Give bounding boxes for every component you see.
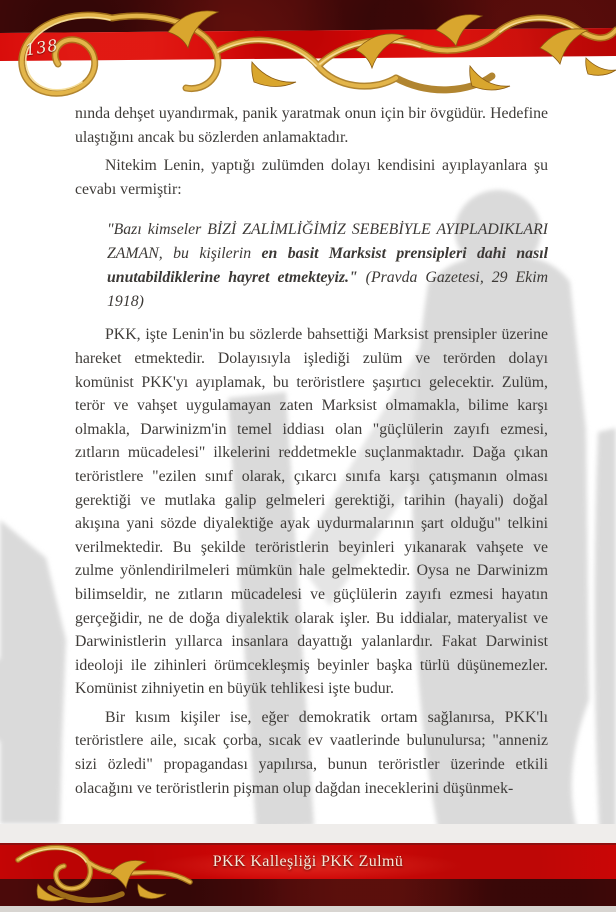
footer-title: PKK Kalleşliği PKK Zulmü bbox=[212, 853, 404, 870]
page-number: 138 bbox=[23, 35, 60, 60]
paragraph-pkk-marksist: PKK, işte Lenin'in bu sözlerde bahsettiği Marksist prensipler üzerine hareket etmektedir. Dolayısıyla işlediği zulüm ve terörden dolayı komünist PKK'yı ayıplamak, bu teröristlere şaşırtıcı gelecektir. Zulüm, terör ve vahşet uygulamayan zaten Marksist olmamakla, bilime karşı olmakla, Darwinizm'in temel iddiası olan "güçlülerin zayıfı ezmesi, zıtların mücadelesi" ilkelerini reddetmekle suçlanmaktadır. Dağa çıkan teröristlere "ezilen sınıf olarak, çıkarcı sınıfa karşı çatışmanın olması gerektiği ve mutlaka galip gelmeleri gerektiği, tarihin (hayali) doğal akışına yani sözde diyalektiğe ayak uydurmalarının şart olduğu" telkini verilmektedir. Bu şekilde teröristlerin beyinleri yıkanarak vahşete ve zulme yönlendirilmeleri mümkün hale gelmektedir. Oysa ne Darwinizm bilimseldir, ne zıtların mücadelesi ve güçlülerin zayıfı ezmesi hayatın gerçeğidir, ne de doğa diyalektik olarak işler. Bu iddialar, materyalist ve Darwinistlerin yıllarca insanlara dayattığı yalanlardır. Fakat Darwinist ideoloji ile zihinleri örümcekleşmiş beyinler başka türlü düşünemezler. Komünist zihniyetin en büyük tehlikesi işte budur. bbox=[75, 326, 548, 698]
paragraph-lenin-intro: Nitekim Lenin, yaptığı zulümden dolayı kendisini ayıplayanlara şu cevabı vermiştir: bbox=[75, 157, 548, 198]
paragraph-continuation: nında dehşet uyandırmak, panik yaratmak onun için bir övgüdür. Hedefine ulaştığını ancak bu sözlerden anlamaktadır. bbox=[75, 105, 548, 146]
quote-opening-text: "Bazı kimseler BİZİ ZALİMLİĞİMİZ SEBEBİYLE AYIPLADIKLARI ZAMAN, bu kişilerin bbox=[107, 221, 548, 263]
footer-bottom-strip bbox=[0, 906, 616, 912]
gold-flourish-icon bbox=[10, 840, 195, 906]
lenin-quote-block bbox=[107, 218, 548, 314]
gold-flourish-icon bbox=[0, 0, 616, 100]
paragraph-bir-kisim: Bir kısım kişiler ise, eğer demokratik ortam sağlanırsa, PKK'lı teröristlere aile, sıcak çorba, sıcak ev vaatlerinde bulunulursa; "anneniz sizi özledi" propagandası yapılırsa, bunun teröristler üzerinde etkili olacağını ve teröristlerin pişman olup dağdan ineceklerini düşünmek- bbox=[75, 708, 548, 797]
right-edge-silhouette bbox=[595, 428, 616, 868]
page-body bbox=[75, 102, 548, 842]
quote-emphasis-text: en basit Marksist prensipleri dahi nasıl unutabildiklerine hayret etmekteyiz." bbox=[107, 245, 548, 287]
quote-citation-text: (Pravda Gazetesi, 29 Ekim 1918) bbox=[107, 269, 548, 311]
page-footer bbox=[0, 820, 616, 912]
page-header bbox=[0, 0, 616, 100]
